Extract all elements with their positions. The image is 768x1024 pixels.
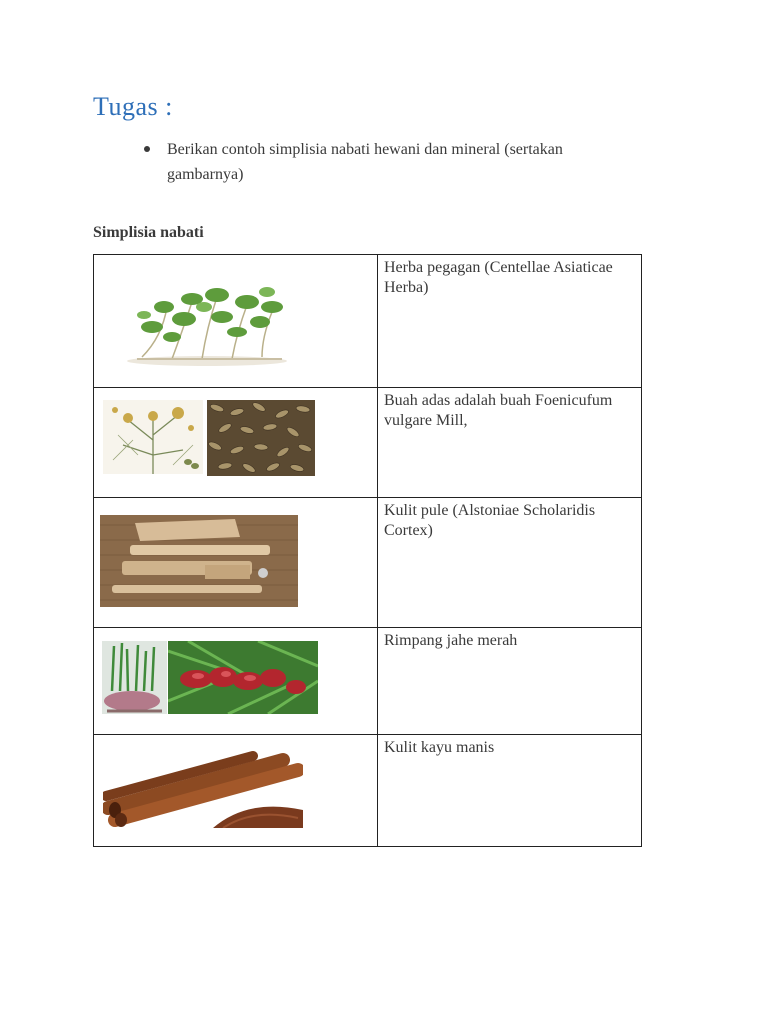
description-cell: Rimpang jahe merah [378, 628, 642, 735]
page-title: Tugas : [93, 92, 173, 121]
pegagan-plant-image [122, 277, 292, 369]
bullet-icon [144, 146, 150, 152]
image-cell [94, 628, 378, 735]
cinnamon-image [103, 748, 303, 828]
instruction-list [140, 137, 630, 187]
table-row [94, 498, 642, 628]
section-heading: Simplisia nabati [93, 224, 204, 241]
table-row [94, 628, 642, 735]
table-row [94, 255, 642, 388]
fennel-seeds-image [207, 400, 315, 476]
description-cell: Buah adas adalah buah Foenicufum vulgare Mill, [378, 388, 642, 498]
image-cell [94, 498, 378, 628]
table-row [94, 735, 642, 847]
description-cell: Herba pegagan (Centellae Asiaticae Herba) [378, 255, 642, 388]
image-cell [94, 255, 378, 388]
instruction-text: Berikan contoh simplisia nabati hewani dan mineral (sertakan gambarnya) [167, 141, 563, 183]
red-ginger-image [168, 641, 318, 714]
image-cell [94, 735, 378, 847]
image-cell [94, 388, 378, 498]
list-item [140, 137, 630, 187]
pule-bark-image [100, 515, 298, 607]
simplisia-table [93, 254, 642, 847]
description-cell: Kulit kayu manis [378, 735, 642, 847]
fennel-plant-image [103, 400, 203, 474]
table-row [94, 388, 642, 498]
description-cell: Kulit pule (Alstoniae Scholaridis Cortex) [378, 498, 642, 628]
ginger-plant-image [102, 641, 167, 714]
